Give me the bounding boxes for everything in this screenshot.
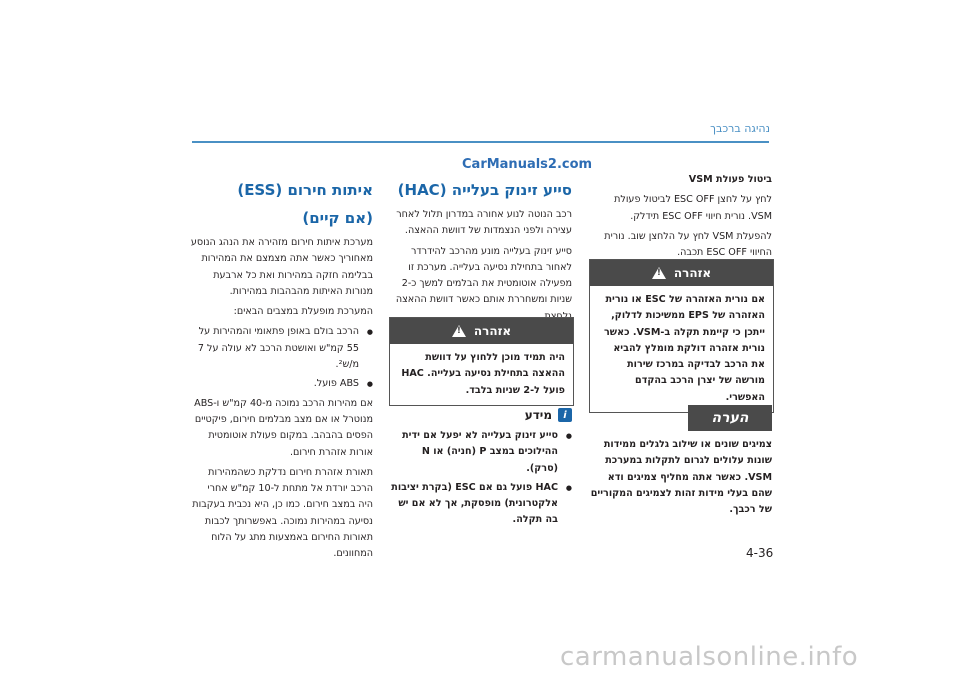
list-item: ● ABS פועל. bbox=[190, 376, 359, 392]
vsm-paragraph-2: להפעלת VSM לחץ על הלחצן שוב. נורית החיווי ESC OFF תכבה. bbox=[604, 230, 772, 259]
vsm-warning-text: אם נורית האזהרה של ESC או נורית האזהרה של EPS ממשיכות לדלוק, ייתכן כי קיימת תקלה ב-VSM. כאשר נורית אזהרה דולקת מומלץ להביא את הרכב לבדיקה במרכז שירות מורשה של יצרן הרכב בהקדם האפשרי. bbox=[604, 294, 765, 403]
vsm-warning-header bbox=[590, 260, 773, 286]
warning-triangle-icon bbox=[452, 325, 466, 337]
ess-heading: איתות חירום (ESS) bbox=[237, 181, 373, 199]
ess-paragraph-3: אם מהירות הרכב נמוכה מ-40 קמ"ש ו-ABS מנוטרל או אם מצב מבלמים חירום, פיקטיים הפסים בהבהב. במקום פעולת אוטומטית אורות אזהרת חירום. bbox=[194, 397, 373, 458]
hac-heading: סייע זינוק בעלייה (HAC) bbox=[397, 181, 572, 199]
hac-warning-header bbox=[390, 318, 573, 344]
watermark-bottom: carmanualsonline.info bbox=[560, 642, 859, 672]
hac-warning-text: היה תמיד מוכן ללחוץ על דוושת ההאצה בתחילת נסיעה בעלייה. HAC פועל ל-2 שניות בלבד. bbox=[401, 352, 565, 396]
hac-warning-box bbox=[389, 317, 574, 406]
list-item: ● הרכב בולם באופן פתאומי והמהירות על 55 קמ"ש ואושטת הרכב לא עולה על 7 מ/ש². bbox=[190, 324, 359, 373]
vsm-column bbox=[589, 172, 772, 265]
header-title: נהיגה ברכבך bbox=[710, 122, 770, 135]
ess-paragraph-2: המערכת מופעלת במצבים הבאים: bbox=[233, 306, 373, 318]
list-item: ● HAC פועל גם אם ESC (בקרת יציבות אלקטרונית) מופסקת, אך לא אם יש בה תקלה. bbox=[389, 480, 558, 529]
info-icon: i bbox=[558, 408, 572, 422]
header-divider bbox=[192, 141, 769, 143]
vsm-note-text: צמיגים שונים או שילוב גלגלים ממידות שונות עלולים לגרום לתקלות במערכת VSM. כאשר אתה מחליף צמיגים ודא שהם בעלי מידות זהות לצמיגים המקוריים של רכבך. bbox=[590, 439, 772, 516]
ess-heading-subtitle: (אם קיים) bbox=[302, 209, 373, 227]
ess-paragraph-1: מערכת איתות חירום מזהירה את הנהג הנוסע מאחוריך כאשר אתה מצמצם את המהירות בבלימה חזקה במהירות ואת כל ארבעת מנורות האיתות מהבהבות במהירות. bbox=[190, 237, 373, 297]
watermark-top: CarManuals2.com bbox=[462, 157, 593, 172]
page-number: 4-36 bbox=[746, 546, 774, 560]
vsm-warning-title: אזהרה bbox=[673, 266, 712, 280]
vsm-title: ביטול פעולת VSM bbox=[688, 174, 772, 185]
list-item: ● סייע זינוק בעלייה לא יפעל אם ידית ההילוכים במצב P (חניה) או N (סרק). bbox=[389, 428, 558, 477]
hac-info-header bbox=[440, 408, 572, 422]
ess-paragraph-4: תאורת אזהרת חירום נדלקת כשהמהירות הרכב יורדת אל מתחת ל-10 קמ"ש אחרי היה במצב חירום. כמו כן, היא נכבית בעקבות נסיעה במהירות נמוכה. באפשרותך לכבות תאורות החירום באמצעות מתג על הלוח המחוונים. bbox=[192, 466, 373, 560]
hac-info-title: מידע bbox=[524, 408, 552, 422]
vsm-note-banner: הערה bbox=[688, 405, 772, 431]
vsm-warning-box bbox=[589, 259, 774, 413]
hac-warning-title: אזהרה bbox=[473, 324, 512, 338]
hac-paragraph-1: רכב הנוטה לנוע אחורה במדרון תלול לאחר עצירה ולפני הנצמדות של דוושת ההאצה. bbox=[396, 209, 572, 237]
vsm-paragraph-1: לחץ על לחצן ESC OFF לביטול פעולת VSM. נורית חיווי ESC OFF תידלק. bbox=[614, 194, 772, 222]
hac-info-list bbox=[389, 428, 572, 532]
hac-column bbox=[389, 179, 572, 329]
warning-triangle-icon bbox=[652, 267, 666, 279]
ess-column bbox=[190, 179, 373, 567]
hac-paragraph-2: סייע זינוק בעלייה מונע מהרכב להידרדר לאחור בתחילת נסיעה בעלייה. מערכת זו מפעילה אוטומטית את הבלמים למשך כ-2 שניות ומשחררת אותם כאשר דוושת ההאצה bbox=[395, 245, 572, 306]
ess-conditions-list bbox=[190, 324, 373, 392]
